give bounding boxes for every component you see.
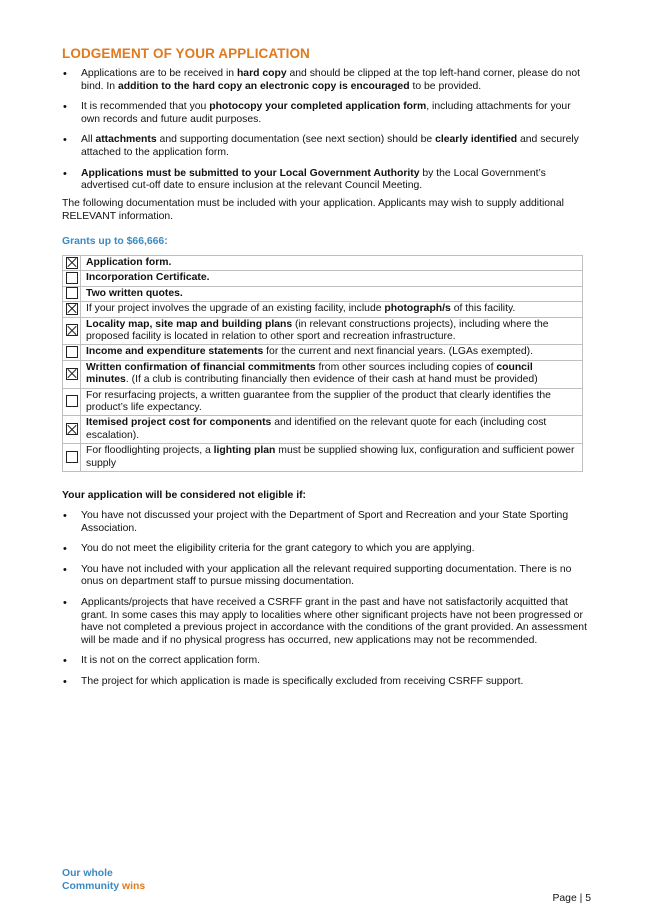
documentation-checklist bbox=[62, 255, 583, 472]
checklist-row bbox=[63, 286, 583, 301]
checklist-row bbox=[63, 360, 583, 388]
ineligible-bullet: • The project for which application is made is specifically excluded from receiving CSRFF support. bbox=[62, 676, 590, 689]
checklist-item-text: For resurfacing projects, a written guarantee from the supplier of the product that clearly identifies the product’s life expectancy. bbox=[81, 388, 583, 416]
ineligible-bullet-list bbox=[62, 510, 590, 697]
checkbox-icon[interactable] bbox=[66, 257, 78, 269]
checklist-row bbox=[63, 444, 583, 472]
lodgement-bullet-list bbox=[62, 68, 590, 201]
checkbox-icon[interactable] bbox=[66, 368, 78, 380]
checklist-row bbox=[63, 416, 583, 444]
brand-line-1: Our whole bbox=[62, 868, 113, 879]
intro-paragraph: The following documentation must be included with your application. Applicants may wish to supply additional RELEVANT information. bbox=[62, 198, 564, 222]
checklist-row bbox=[63, 317, 583, 345]
ineligible-bullet: • You have not discussed your project with the Department of Sport and Recreation and your State Sporting Association. bbox=[62, 510, 590, 535]
checklist-item-text: For floodlighting projects, a lighting plan must be supplied showing lux, configuration and sufficient power supply bbox=[81, 444, 583, 472]
page-title: LODGEMENT OF YOUR APPLICATION bbox=[62, 46, 310, 61]
checklist-row bbox=[63, 271, 583, 286]
ineligible-bullet: • It is not on the correct application form. bbox=[62, 655, 590, 668]
lodgement-bullet: • Applications are to be received in hard copy and should be clipped at the top left-hand corner, please do not bind. In addition to the hard copy an electronic copy is encouraged to be provided. bbox=[62, 68, 590, 93]
checklist-row bbox=[63, 256, 583, 271]
checklist-item-text: Application form. bbox=[81, 256, 583, 271]
checklist-item-text: Income and expenditure statements for the current and next financial years. (LGAs exempted). bbox=[81, 345, 583, 360]
checklist-item-text: If your project involves the upgrade of an existing facility, include photograph/s of this facility. bbox=[81, 302, 583, 317]
checkbox-icon[interactable] bbox=[66, 324, 78, 336]
checkbox-icon[interactable] bbox=[66, 346, 78, 358]
checkbox-icon[interactable] bbox=[66, 272, 78, 284]
ineligible-bullet: • Applicants/projects that have received a CSRFF grant in the past and have not satisfactorily acquitted that grant. In some cases this may apply to localities where other significant projects have not been progressed or have not completed a previous project in accordance with the conditions of the grant provided. An assessment will be made and if no physical progress has occurred, new applications may not be recommended. bbox=[62, 597, 590, 647]
grants-heading: Grants up to $66,666: bbox=[62, 236, 168, 247]
brand-line-2b: wins bbox=[122, 881, 146, 892]
ineligible-bullet: • You have not included with your application all the relevant required supporting documentation. There is no onus on department staff to pursue missing documentation. bbox=[62, 564, 590, 589]
checklist-row bbox=[63, 302, 583, 317]
footer-brand-slogan bbox=[62, 867, 145, 893]
checkbox-icon[interactable] bbox=[66, 451, 78, 463]
checklist-item-text: Two written quotes. bbox=[81, 286, 583, 301]
checkbox-icon[interactable] bbox=[66, 395, 78, 407]
lodgement-bullet: • All attachments and supporting documentation (see next section) should be clearly identified and securely attached to the application form. bbox=[62, 134, 590, 159]
ineligible-heading: Your application will be considered not eligible if: bbox=[62, 490, 307, 501]
checkbox-icon[interactable] bbox=[66, 287, 78, 299]
checklist-row bbox=[63, 345, 583, 360]
checkbox-icon[interactable] bbox=[66, 423, 78, 435]
checklist-item-text: Locality map, site map and building plans (in relevant constructions projects), including where the proposed facility is located in relation to other sport and recreation infrastructure. bbox=[81, 317, 583, 345]
checkbox-icon[interactable] bbox=[66, 303, 78, 315]
checklist-item-text: Itemised project cost for components and identified on the relevant quote for each (including cost escalation). bbox=[81, 416, 583, 444]
lodgement-bullet: • Applications must be submitted to your Local Government Authority by the Local Government’s advertised cut-off date to ensure inclusion at the relevant Council Meeting. bbox=[62, 168, 590, 193]
checklist-item-text: Incorporation Certificate. bbox=[81, 271, 583, 286]
page-number: Page | 5 bbox=[552, 893, 591, 904]
checklist-item-text: Written confirmation of financial commitments from other sources including copies of council minutes. (If a club is contributing financially then evidence of their cash at hand must be provided) bbox=[81, 360, 583, 388]
ineligible-bullet: • You do not meet the eligibility criteria for the grant category to which you are applying. bbox=[62, 543, 590, 556]
lodgement-bullet: • It is recommended that you photocopy your completed application form, including attachments for your own records and future audit purposes. bbox=[62, 101, 590, 126]
brand-line-2a: Community bbox=[62, 881, 120, 892]
checklist-row bbox=[63, 388, 583, 416]
